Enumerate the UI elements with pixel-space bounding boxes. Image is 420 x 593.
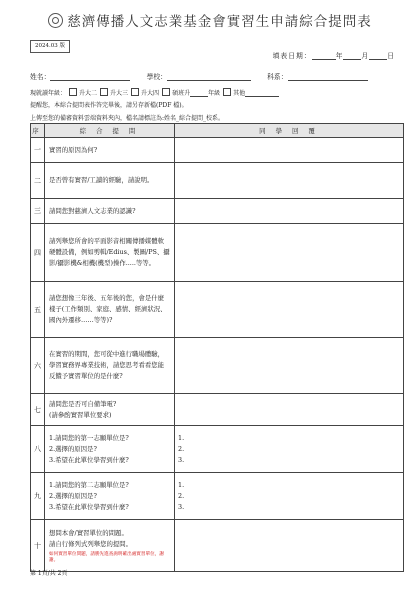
first-choice-reason: 2.選擇的原因是? <box>49 444 97 453</box>
checkbox-sophomore[interactable] <box>69 88 77 96</box>
dept-label: 科系： <box>267 73 288 81</box>
table-row <box>31 394 404 426</box>
table-row <box>31 473 404 520</box>
title-text: 慈濟傳播人文志業基金會實習生申請綜合提問表 <box>67 14 372 30</box>
year-label: 年 <box>335 52 344 60</box>
grade-option-5: 其他 <box>233 90 246 97</box>
foundation-logo-icon <box>48 13 63 28</box>
row-question: 請列舉您所會的平面影音相關傳播媒體軟硬體設備，例如剪輯/Edius、製圖/PS、攝影/攝影機&相機(機型)操作.....等等。 <box>45 224 175 282</box>
first-choice-learn: 3.希望在此單位學習到什麼? <box>49 455 129 464</box>
table-row <box>31 138 404 163</box>
question-to-unit: 想問本會/實習單位的問題。 <box>49 528 128 537</box>
note-save-pdf: 提醒您，本綜合提問表作答完畢後，請另存新檔(PDF 檔)。 <box>30 102 188 109</box>
grade-label: 現就讀年級： <box>30 90 67 97</box>
answer-cell[interactable] <box>175 199 404 224</box>
row-question <box>45 473 175 520</box>
grade-option-3: 升大四 <box>141 90 160 97</box>
answer-item: 3. <box>178 502 185 511</box>
row-num: 六 <box>31 338 45 394</box>
row-num: 七 <box>31 394 45 426</box>
header-num: 序 <box>31 124 45 138</box>
table-row <box>31 199 404 224</box>
second-choice-question: 1.請問您的第二志願單位是? <box>49 480 129 489</box>
row-question <box>45 520 175 572</box>
month-blank[interactable] <box>343 51 361 60</box>
second-choice-learn: 3.希望在此單位學習到什麼? <box>49 502 129 511</box>
day-blank[interactable] <box>369 51 387 60</box>
page-footer: 第 1頁/共 2頁 <box>30 570 68 577</box>
row-num: 四 <box>31 224 45 282</box>
fill-date-row <box>273 50 395 60</box>
table-header <box>31 124 404 138</box>
grade-option-1: 升大二 <box>79 90 98 97</box>
school-label: 學校： <box>146 73 167 81</box>
grade-option-4: 碩班升 <box>172 90 191 97</box>
header-question: 綜 合 提 問 <box>45 124 175 138</box>
school-field[interactable] <box>167 72 251 81</box>
row-num: 一 <box>31 138 45 163</box>
row-question: 是否曾有實習/工讀的經驗，請說明。 <box>45 163 175 199</box>
table-row <box>31 426 404 473</box>
answer-item: 2. <box>178 444 185 453</box>
answer-cell[interactable] <box>175 338 404 394</box>
row-num: 二 <box>31 163 45 199</box>
table-row <box>31 520 404 572</box>
note-upload: 上傳至您的備審資料雲端資料夾內，檔名請標註為:姓名_綜合提問_校系。 <box>30 115 225 122</box>
dept-field[interactable] <box>288 72 368 81</box>
year-blank[interactable] <box>312 51 336 60</box>
row-num: 九 <box>31 473 45 520</box>
answer-cell[interactable] <box>175 520 404 572</box>
row-question: 請您想像三年後、五年後的您，會是什麼樣子(工作類別、家庭、感情、經濟狀況、國內外遷移……等等)? <box>45 282 175 338</box>
table-row <box>31 224 404 282</box>
row-question: 請問您對慈濟人文志業的認識? <box>45 199 175 224</box>
row-question: 在實習的期間，您可從中進行職場體驗，學習實務界專業技術，請您思考看看您能反饋予實習單位的是什麼? <box>45 338 175 394</box>
answer-cell[interactable] <box>175 394 404 426</box>
answer-item: 1. <box>178 480 185 489</box>
answer-cell[interactable] <box>175 224 404 282</box>
grade-row <box>30 88 279 97</box>
master-year-blank[interactable] <box>190 88 208 97</box>
checkbox-master[interactable] <box>162 88 170 96</box>
grade-option-4-suffix: 年級 <box>208 90 221 97</box>
row-num: 五 <box>31 282 45 338</box>
page-title <box>0 10 420 30</box>
row-question: 實習的原因為何? <box>45 138 175 163</box>
table-row <box>31 282 404 338</box>
header-answer: 同 學 回 覆 <box>175 124 404 138</box>
student-info-row <box>30 71 400 81</box>
row-question: 請問您是否可自備筆電? (請參酌實習單位要求) <box>45 394 175 426</box>
name-label: 姓名： <box>30 73 51 81</box>
answer-cell[interactable] <box>175 473 404 520</box>
version-label: 2024.03 版 <box>30 40 70 53</box>
question-table <box>30 123 404 572</box>
table-row <box>31 338 404 394</box>
checkbox-senior[interactable] <box>131 88 139 96</box>
checkbox-junior[interactable] <box>100 88 108 96</box>
row-num: 三 <box>31 199 45 224</box>
name-field[interactable] <box>50 72 130 81</box>
answer-cell[interactable] <box>175 163 404 199</box>
day-label: 日 <box>387 52 395 60</box>
row-num: 八 <box>31 426 45 473</box>
answer-cell[interactable] <box>175 138 404 163</box>
answer-item: 1. <box>178 433 185 442</box>
checkbox-other[interactable] <box>223 88 231 96</box>
answer-item: 2. <box>178 491 185 500</box>
answer-cell[interactable] <box>175 282 404 338</box>
answer-item: 3. <box>178 455 185 464</box>
row-num: 十 <box>31 520 45 572</box>
table-row <box>31 163 404 199</box>
other-blank[interactable] <box>245 88 279 97</box>
second-choice-reason: 2.選擇的原因是? <box>49 491 97 500</box>
grade-option-2: 升大三 <box>110 90 129 97</box>
month-label: 月 <box>361 52 370 60</box>
red-note: 如何實習單位問題，請勝先進查詢明確出處實習單位，謝謝。 <box>49 551 164 563</box>
fill-date-label: 填表日期： <box>272 52 312 60</box>
list-questions: 請自行條列式列舉您的提問。 <box>49 539 133 548</box>
row-question <box>45 426 175 473</box>
answer-cell[interactable] <box>175 426 404 473</box>
first-choice-question: 1.請問您的第一志願單位是? <box>49 433 129 442</box>
